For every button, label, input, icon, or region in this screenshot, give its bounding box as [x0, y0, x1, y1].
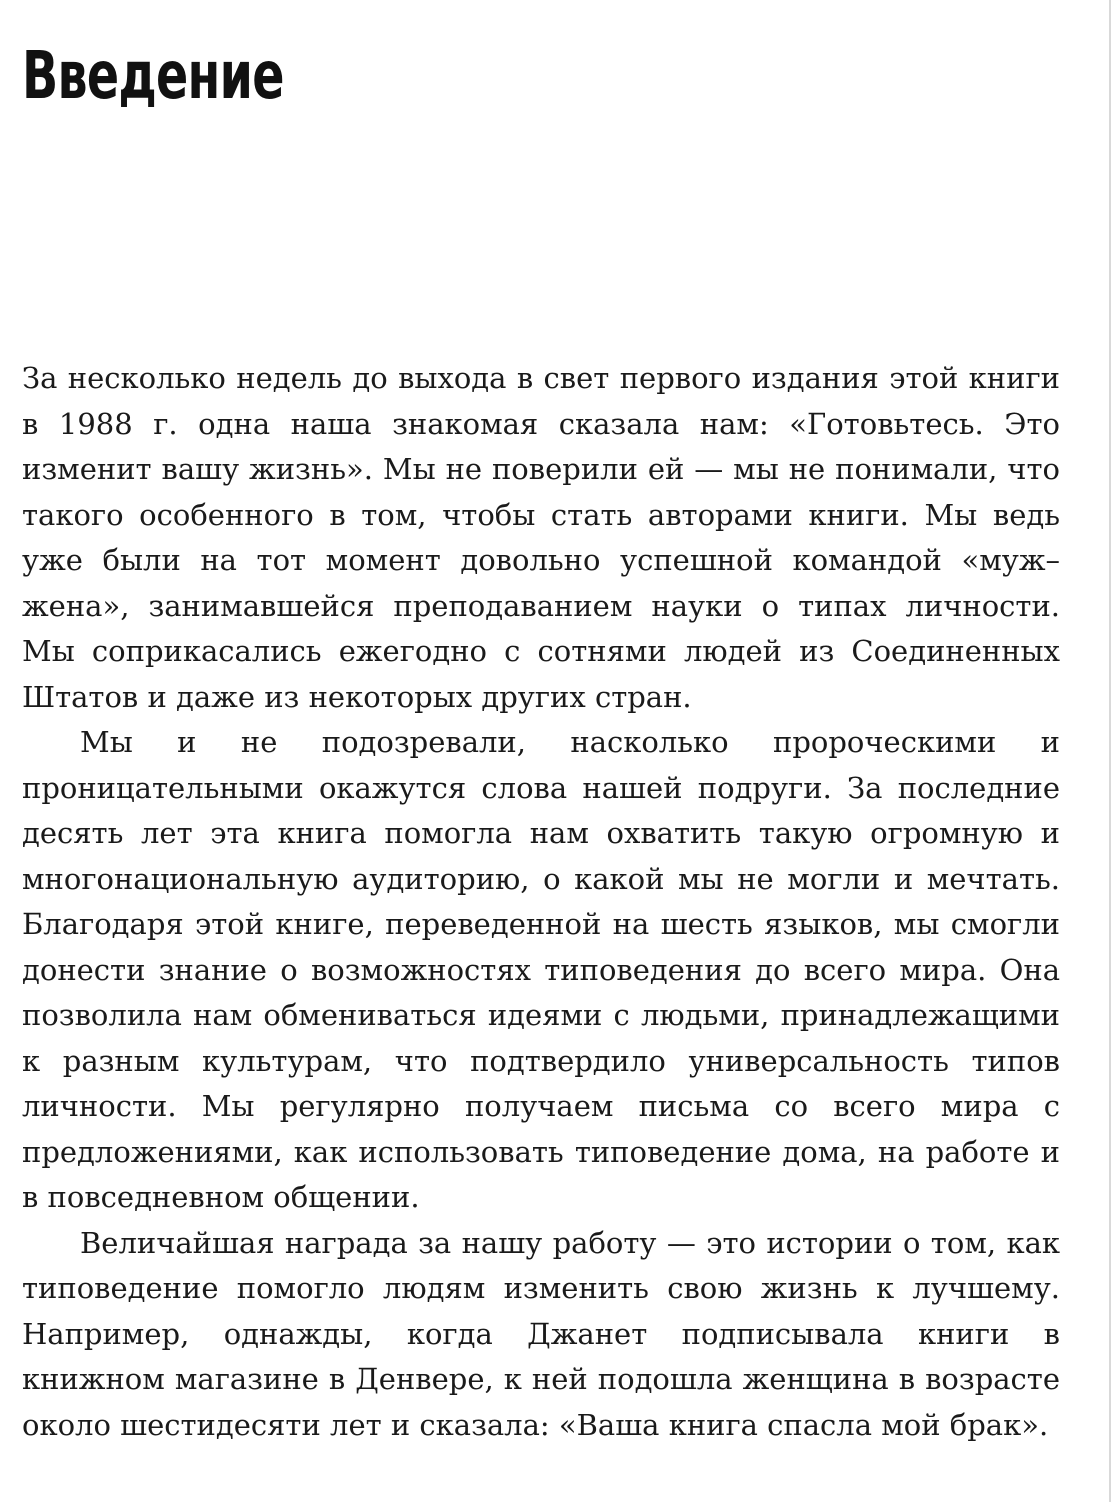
- paragraph-1: За несколько недель до выхода в свет первого издания этой книги в 1988 г. одна наша знакомая сказала нам: «Готовьтесь. Это изменит вашу жизнь». Мы не поверили ей — мы не понимали, что такого особенного в том, чтобы стать авторами книги. Мы ведь уже были на тот момент довольно успешной командой «муж–жена», занимавшейся преподаванием науки о типах личности. Мы соприкасались ежегодно с сотнями людей из Соединенных Штатов и даже из некоторых других стран.: [22, 361, 1060, 714]
- paragraph-3: Величайшая награда за нашу работу — это истории о том, как типоведение помогло людям изменить свою жизнь к лучшему. Например, однажды, когда Джанет подписывала книги в книжном магазине в Денвере, к ней подошла женщина в возрасте около шестидесяти лет и сказала: «Ваша книга спасла мой брак».: [22, 1225, 1060, 1442]
- chapter-title: Введение: [22, 37, 284, 114]
- chapter-body: [22, 356, 1060, 1448]
- paragraph-2: Мы и не подозревали, насколько пророческими и проницательными окажутся слова нашей подруги. За последние десять лет эта книга помогла нам охватить такую огромную и многонациональную аудиторию, о какой мы не могли и мечтать. Благодаря этой книге, переведенной на шесть языков, мы смогли донести знание о возможностях типоведения до всего мира. Она позволила нам обмениваться идеями с людьми, принадлежащими к разным культурам, что подтвердило универсальность типов личности. Мы регулярно получаем письма со всего мира с предложениями, как использовать типоведение дома, на работе и в повседневном общении.: [22, 725, 1060, 1214]
